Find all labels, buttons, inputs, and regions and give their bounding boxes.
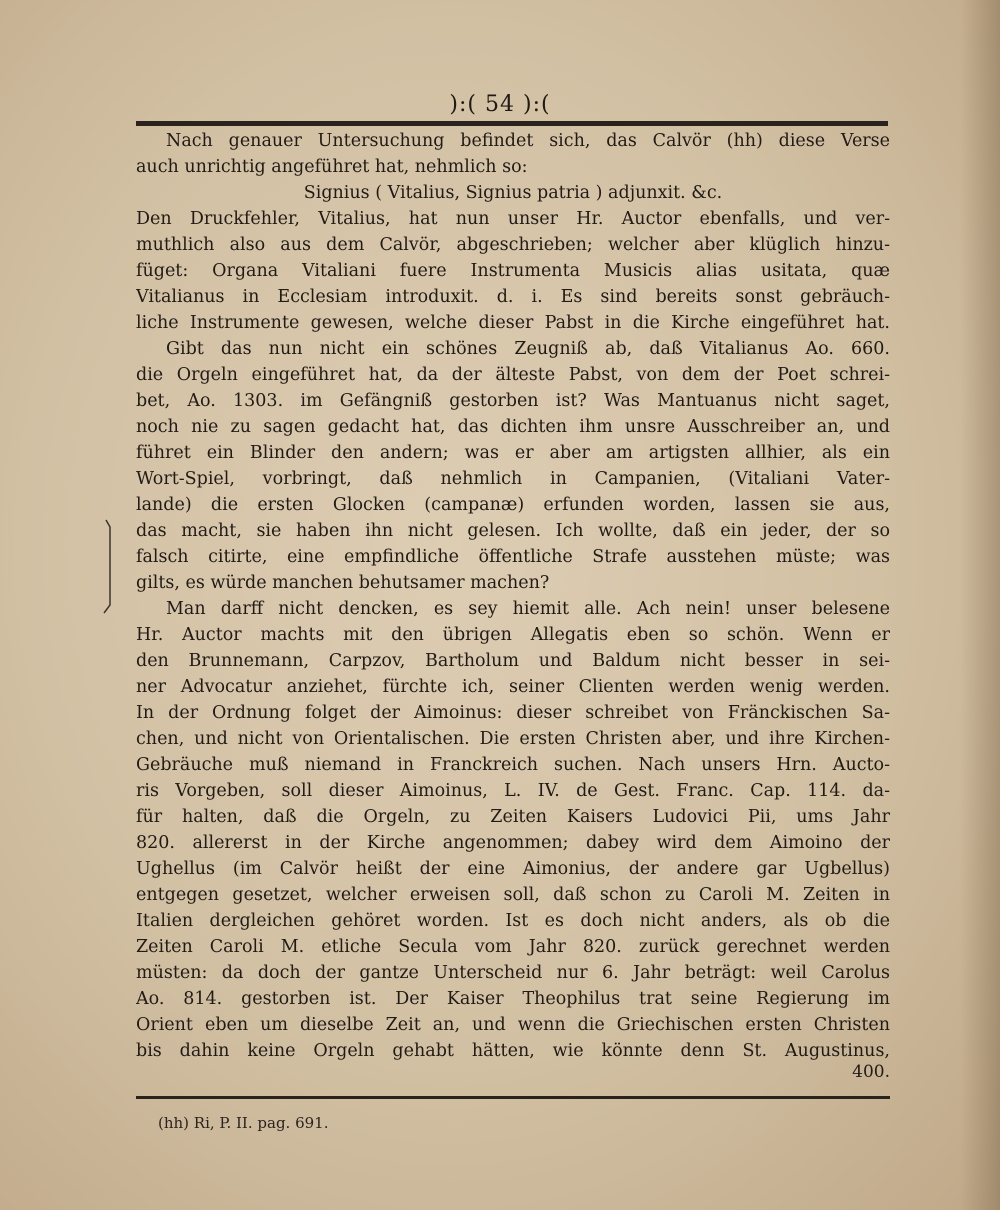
text-line: müsten: da doch der gantze Unterscheid nur 6. Jahr beträgt: weil Carolus [136, 963, 890, 983]
text-line: Zeiten Caroli M. etliche Secula vom Jahr 820. zurück gerechnet werden [136, 937, 890, 957]
text-line: Italien dergleichen gehöret worden. Ist es doch nicht anders, als ob die [136, 911, 890, 931]
text-line: ner Advocatur anziehet, fürchte ich, seiner Clienten werden wenig werden. [136, 677, 890, 697]
page-number: ):( 54 ):( [449, 92, 551, 117]
text-line: Ao. 814. gestorben ist. Der Kaiser Theophilus trat seine Regierung im [136, 989, 890, 1009]
text-line: 820. allererst in der Kirche angenommen; dabey wird dem Aimoino der [136, 833, 890, 853]
text-line: Signius ( Vitalius, Signius patria ) adjunxit. &c. [303, 183, 723, 203]
text-line: Gibt das nun nicht ein schönes Zeugniß ab, daß Vitalianus Ao. 660. [166, 339, 890, 359]
margin-pencil-mark [90, 515, 120, 615]
text-line: bis dahin keine Orgeln gehabt hätten, wie könnte denn St. Augustinus, [136, 1041, 890, 1061]
footnote: (hh) Ri, P. II. pag. 691. [158, 1114, 329, 1132]
text-line: füget: Organa Vitaliani fuere Instrumenta Musicis alias usitata, quæ [136, 261, 890, 281]
catchword: 400. [852, 1062, 890, 1082]
text-line: die Orgeln eingeführet hat, da der älteste Pabst, von dem der Poet schrei- [136, 365, 890, 385]
body-text [136, 128, 890, 1064]
text-line: für halten, daß die Orgeln, zu Zeiten Kaisers Ludovici Pii, ums Jahr [136, 807, 890, 827]
text-line: entgegen gesetzet, welcher erweisen soll, daß schon zu Caroli M. Zeiten in [136, 885, 890, 905]
text-line: Vitalianus in Ecclesiam introduxit. d. i. Es sind bereits sonst gebräuch- [136, 287, 890, 307]
text-line: Gebräuche muß niemand in Franckreich suchen. Nach unsers Hrn. Aucto- [136, 755, 890, 775]
text-line: den Brunnemann, Carpzov, Bartholum und Baldum nicht besser in sei- [136, 651, 890, 671]
text-line: Ughellus (im Calvör heißt der eine Aimonius, der andere gar Ugbellus) [136, 859, 890, 879]
text-line: chen, und nicht von Orientalischen. Die ersten Christen aber, und ihre Kirchen- [136, 729, 890, 749]
text-line: gilts, es würde manchen behutsamer machen? [136, 573, 550, 593]
text-line: In der Ordnung folget der Aimoinus: dieser schreibet von Fränckischen Sa- [136, 703, 890, 723]
text-line: Orient eben um dieselbe Zeit an, und wenn die Griechischen ersten Christen [136, 1015, 890, 1035]
page-gutter-shadow [960, 0, 1000, 1210]
text-line: lande) die ersten Glocken (campanæ) erfunden worden, lassen sie aus, [136, 495, 890, 515]
footnote-rule [136, 1096, 890, 1099]
text-line: Hr. Auctor machts mit den übrigen Allegatis eben so schön. Wenn er [136, 625, 890, 645]
text-line: Man darff nicht dencken, es sey hiemit alle. Ach nein! unser belesene [166, 599, 890, 619]
text-line: führet ein Blinder den andern; was er aber am artigsten allhier, als ein [136, 443, 890, 463]
text-line: Nach genauer Untersuchung befindet sich, das Calvör (hh) diese Verse [166, 131, 890, 151]
text-line: liche Instrumente gewesen, welche dieser Pabst in die Kirche eingeführet hat. [136, 313, 890, 333]
text-line: auch unrichtig angeführet hat, nehmlich so: [136, 157, 528, 177]
text-line: bet, Ao. 1303. im Gefängniß gestorben ist? Was Mantuanus nicht saget, [136, 391, 890, 411]
text-line: ris Vorgeben, soll dieser Aimoinus, L. IV. de Gest. Franc. Cap. 114. da- [136, 781, 890, 801]
text-line: falsch citirte, eine empfindliche öffentliche Strafe ausstehen müste; was [136, 547, 890, 567]
text-line: muthlich also aus dem Calvör, abgeschrieben; welcher aber klüglich hinzu- [136, 235, 890, 255]
text-line: noch nie zu sagen gedacht hat, das dichten ihm unsre Ausschreiber an, und [136, 417, 890, 437]
text-line: Wort-Spiel, vorbringt, daß nehmlich in Campanien, (Vitaliani Vater- [136, 469, 890, 489]
text-line: Den Druckfehler, Vitalius, hat nun unser Hr. Auctor ebenfalls, und ver- [136, 209, 890, 229]
text-line: das macht, sie haben ihn nicht gelesen. Ich wollte, daß ein jeder, der so [136, 521, 890, 541]
header-rule [136, 121, 888, 126]
